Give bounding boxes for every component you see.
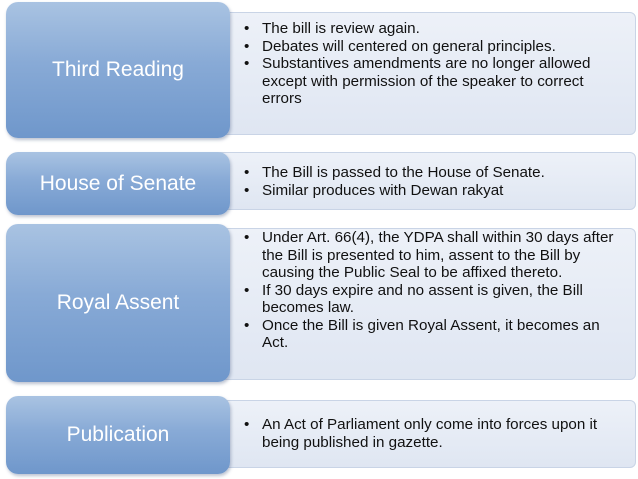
third-reading-bullets	[244, 20, 626, 108]
bullet-item: • Once the Bill is given Royal Assent, it becomes an Act.	[244, 317, 626, 352]
royal-assent-bullets	[244, 229, 626, 352]
stage-royal-assent	[0, 224, 638, 380]
house-of-senate-bullets	[244, 164, 626, 199]
royal-assent-label-box	[6, 224, 230, 382]
bullet-item: • Debates will centered on general principles.	[244, 38, 626, 56]
bullet-item: • If 30 days expire and no assent is given, the Bill becomes law.	[244, 282, 626, 317]
bullet-item: • The Bill is passed to the House of Senate.	[244, 164, 626, 182]
third-reading-label-box	[6, 2, 230, 138]
stage-publication	[0, 396, 638, 468]
bullet-item: • Under Art. 66(4), the YDPA shall within 30 days after the Bill is presented to him, assent to the Bill by causing the Public Seal to be affixed thereto.	[244, 229, 626, 282]
bullet-item: • Similar produces with Dewan rakyat	[244, 182, 626, 200]
publication-label: Publication	[66, 423, 170, 446]
bullet-item: • Substantives amendments are no longer allowed except with permission of the speaker to correct errors	[244, 55, 626, 108]
bullet-item: • An Act of Parliament only come into forces upon it being published in gazette.	[244, 416, 626, 451]
publication-bullets	[244, 416, 626, 451]
royal-assent-label: Royal Assent	[56, 291, 180, 314]
house-of-senate-label: House of Senate	[39, 171, 197, 195]
stage-house-of-senate	[0, 152, 638, 210]
stage-third-reading	[0, 0, 638, 135]
house-of-senate-label-box	[6, 152, 230, 215]
publication-label-box	[6, 396, 230, 474]
third-reading-label: Third Reading	[52, 58, 184, 81]
bullet-item: • The bill is review again.	[244, 20, 626, 38]
